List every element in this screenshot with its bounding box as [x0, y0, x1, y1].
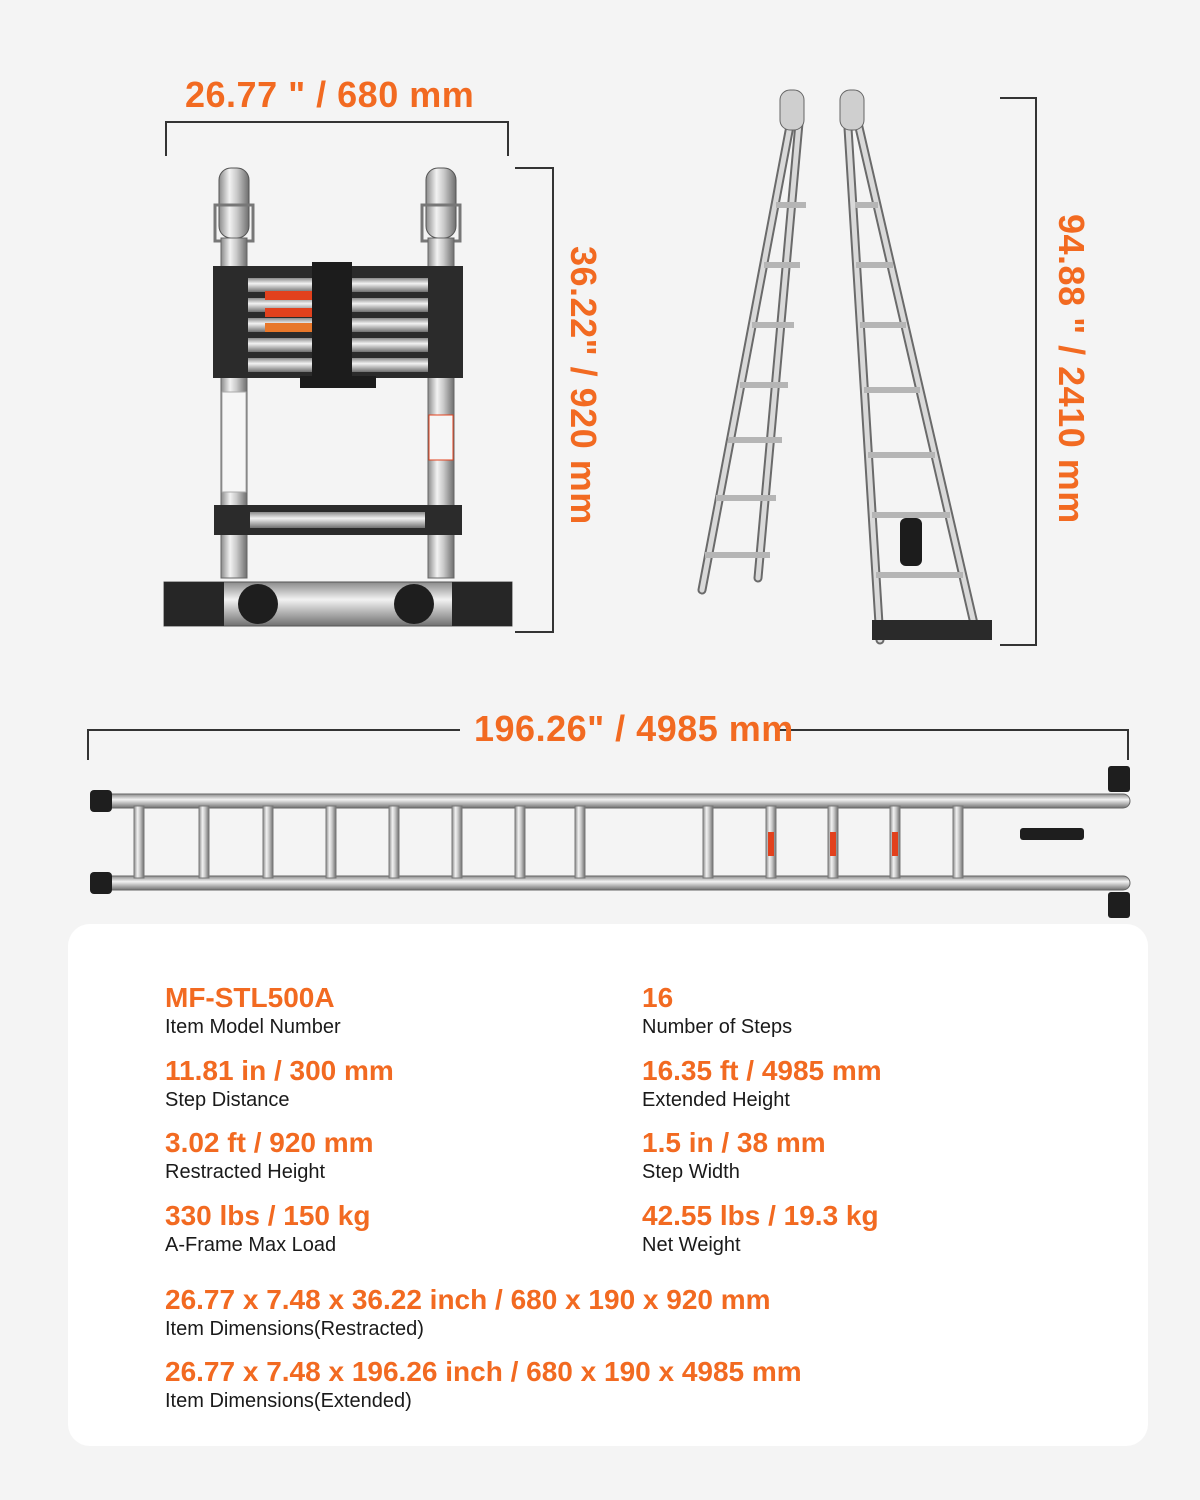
spec-value: 330 lbs / 150 kg: [165, 1200, 371, 1231]
spec-model: [165, 982, 341, 1040]
spec-restracted-height: [165, 1127, 374, 1185]
extended-length-label: 196.26" / 4985 mm: [474, 708, 794, 749]
folded-height-label: 36.22" / 920 mm: [563, 246, 604, 525]
spec-value: 26.77 x 7.48 x 36.22 inch / 680 x 190 x 920 mm: [165, 1284, 771, 1315]
spec-label: Step Distance: [165, 1089, 290, 1111]
spec-label: Restracted Height: [165, 1161, 326, 1183]
spec-value: 3.02 ft / 920 mm: [165, 1127, 374, 1158]
spec-label: Item Dimensions(Extended): [165, 1390, 412, 1412]
spec-step-width: [642, 1127, 826, 1185]
spec-dimensions-extended: [165, 1356, 802, 1414]
spec-value: 1.5 in / 38 mm: [642, 1127, 826, 1158]
spec-max-load: [165, 1200, 370, 1258]
spec-value: 11.81 in / 300 mm: [165, 1055, 394, 1086]
spec-value: 16.35 ft / 4985 mm: [642, 1055, 882, 1086]
spec-label: Item Model Number: [165, 1016, 341, 1038]
spec-label: Net Weight: [642, 1234, 741, 1256]
spec-step-distance: [165, 1055, 394, 1113]
spec-extended-height: [642, 1055, 882, 1113]
spec-label: Extended Height: [642, 1089, 790, 1111]
folded-width-label: 26.77 " / 680 mm: [185, 74, 475, 115]
spec-value: 42.55 lbs / 19.3 kg: [642, 1200, 879, 1231]
spec-dimensions-restracted: [165, 1284, 771, 1342]
spec-value: 16: [642, 982, 674, 1013]
spec-value: MF-STL500A: [165, 982, 335, 1013]
spec-value: 26.77 x 7.48 x 196.26 inch / 680 x 190 x 4985 mm: [165, 1356, 802, 1387]
spec-label: Number of Steps: [642, 1016, 793, 1038]
spec-label: Step Width: [642, 1161, 740, 1183]
spec-net-weight: [642, 1200, 879, 1258]
spec-label: A-Frame Max Load: [165, 1234, 337, 1256]
aframe-height-label: 94.88 " / 2410 mm: [1051, 214, 1092, 524]
spec-steps: [642, 982, 792, 1040]
spec-label: Item Dimensions(Restracted): [165, 1318, 424, 1340]
